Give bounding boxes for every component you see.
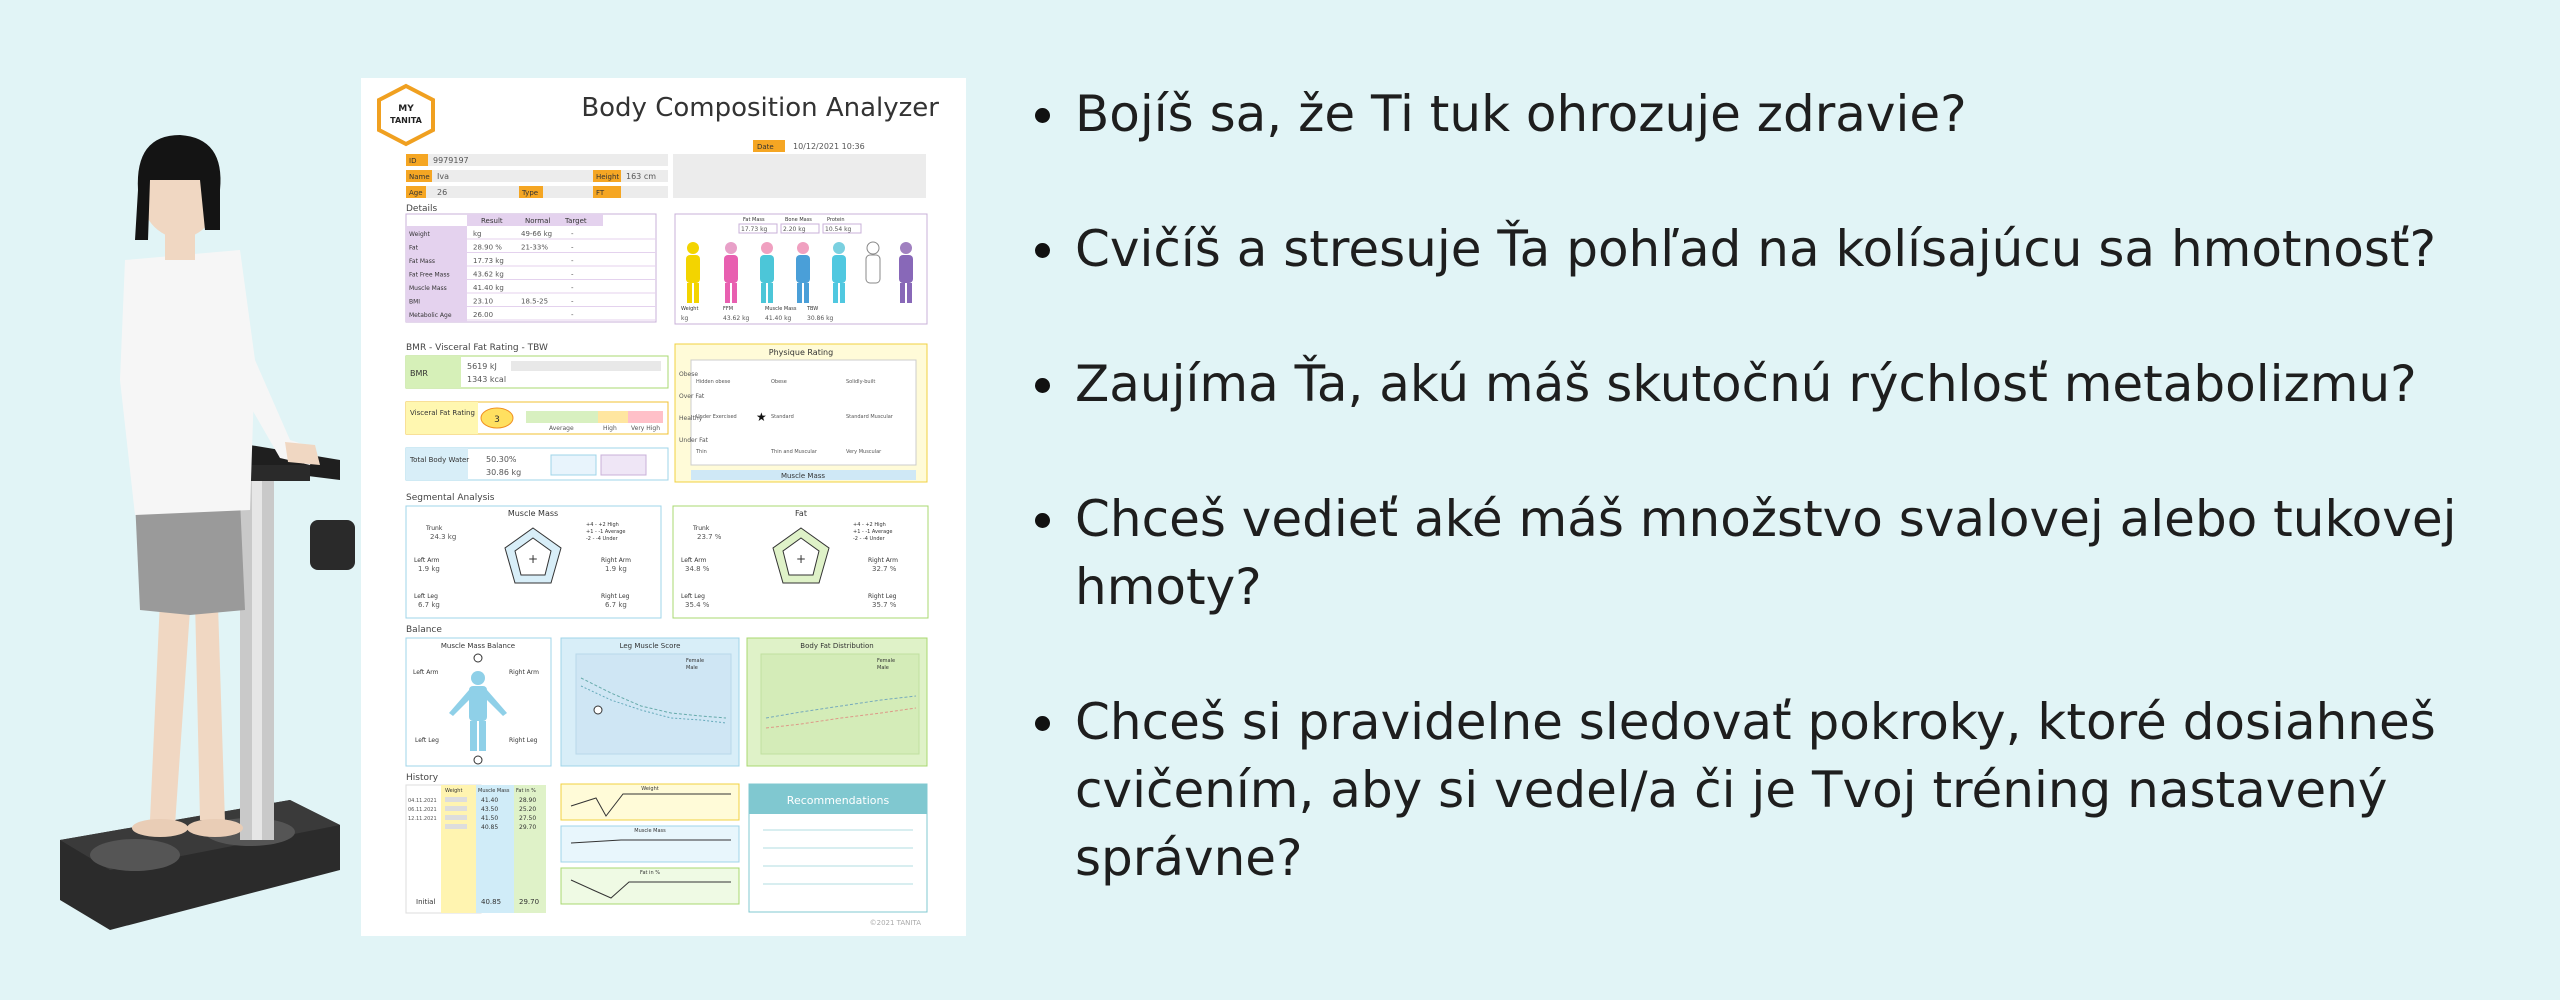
col-normal: Normal (525, 217, 551, 225)
physique-cell: Under Exercised (696, 414, 737, 420)
detail-row-target: - (571, 297, 574, 306)
svg-text:+: + (527, 552, 539, 566)
mmb-title: Muscle Mass Balance (440, 642, 516, 650)
tbw-label: Total Body Water (410, 456, 470, 464)
bmr-kj: 5619 kJ (467, 362, 497, 371)
date-label: Date (757, 143, 774, 151)
physique-row-healthy: Healthy (679, 415, 703, 422)
history-title: History (406, 773, 439, 783)
segment-value: 23.7 % (697, 533, 722, 541)
history-muscle: 41.40 (481, 797, 499, 804)
segment-legend: +1 - -1 Average (586, 529, 626, 535)
segment-value: 32.7 % (872, 565, 897, 573)
segment-value: 24.3 kg (430, 533, 457, 541)
report-title: Body Composition Analyzer (581, 93, 939, 123)
physique-cell: Standard (771, 414, 794, 420)
figure-bottom-label: Muscle Mass (765, 306, 797, 312)
physique-cell: Hidden obese (696, 379, 731, 385)
detail-row-label: Muscle Mass (409, 285, 447, 292)
physique-cell: Thin (696, 449, 707, 455)
physique-cell: Standard Muscular (846, 414, 893, 420)
name-value: Iva (437, 172, 449, 181)
leg-legend-male: Male (686, 665, 698, 671)
history-chart-fat: Fat in % (640, 870, 660, 876)
figure-top-value: 2.20 kg (783, 226, 806, 233)
segment-value: 35.7 % (872, 601, 897, 609)
detail-row-target: - (571, 230, 574, 238)
history-date: 06.11.2021 (408, 807, 437, 813)
history-date: 04.11.2021 (408, 798, 437, 804)
detail-row-target: - (571, 243, 574, 252)
visceral-scale-3: Very High (631, 425, 661, 432)
detail-row-result: 17.73 kg (473, 257, 504, 265)
figure-top-label: Bone Mass (785, 217, 812, 223)
person-on-analyzer-image (40, 80, 360, 940)
bullet-item: Chceš vedieť aké máš množstvo svalovej alebo tukovej hmoty? (1075, 485, 2560, 621)
body-figure-panel (675, 214, 927, 324)
id-label: ID (409, 157, 417, 165)
history-fat: 27.50 (519, 815, 537, 822)
bullet-item: Zaujíma Ťa, akú máš skutočnú rýchlosť metabolizmu? (1075, 350, 2560, 418)
segment-legend: +4 - +2 High (853, 522, 886, 528)
segment-value: 6.7 kg (605, 601, 627, 609)
detail-row-result: 43.62 kg (473, 270, 504, 279)
detail-row-normal: 49-66 kg (521, 230, 553, 238)
benefits-list (1035, 80, 2560, 959)
recommendations-title: Recommendations (786, 794, 890, 807)
age-value: 26 (437, 188, 448, 197)
bmr-kcal: 1343 kcal (467, 375, 507, 384)
svg-text:+: + (795, 552, 807, 566)
figure-top-label: Fat Mass (743, 217, 765, 223)
leg-score-title: Leg Muscle Score (619, 642, 681, 650)
logo-line2: TANITA (390, 116, 422, 125)
physique-row-obese: Obese (679, 371, 699, 378)
segment-value: 35.4 % (685, 601, 710, 609)
history-weight-masked (445, 815, 467, 820)
segmental-fat-panel (673, 506, 928, 618)
segment-label: Right Leg (868, 593, 897, 600)
physique-row-overfat: Over Fat (679, 393, 705, 400)
bullet-item: Bojíš sa, že Ti tuk ohrozuje zdravie? (1075, 80, 2560, 148)
history-weight-masked (445, 824, 467, 829)
figure-bottom-value: 41.40 kg (765, 315, 792, 322)
segment-label: Left Leg (414, 593, 438, 600)
history-date: 12.11.2021 (408, 816, 437, 822)
detail-row-target: - (571, 270, 574, 279)
detail-row-target: - (571, 257, 574, 265)
figure-top-value: 10.54 kg (825, 226, 852, 233)
age-label: Age (409, 189, 423, 197)
detail-row-target: - (571, 284, 574, 292)
visceral-scale-2: High (603, 425, 617, 432)
history-col-muscle: Muscle Mass (478, 788, 510, 794)
bullet-item: Cvičíš a stresuje Ťa pohľad na kolísajúcu sa hmotnosť? (1075, 215, 2560, 283)
detail-row-label: Fat (409, 244, 418, 252)
detail-row-label: Fat Free Mass (409, 271, 450, 279)
visceral-label: Visceral Fat Rating (410, 409, 475, 417)
height-label: Height (596, 173, 620, 181)
segment-legend: -2 - -4 Under (853, 536, 885, 542)
visceral-value: 3 (494, 415, 500, 425)
detail-row-label: Metabolic Age (409, 312, 452, 319)
leg-legend-female: Female (686, 658, 705, 664)
segmental-muscle-panel (406, 506, 661, 618)
physique-cell: Solidly-built (846, 379, 876, 385)
history-chart-weight: Weight (641, 786, 659, 792)
segment-label: Right Arm (601, 557, 632, 564)
history-muscle: 40.85 (481, 824, 499, 831)
figure-bottom-label: TBW (807, 306, 819, 312)
height-value: 163 cm (626, 172, 657, 181)
segment-value: 6.7 kg (418, 601, 440, 609)
segment-legend: -2 - -4 Under (586, 536, 618, 542)
initial-label: Initial (416, 898, 436, 906)
initial-fat: 29.70 (519, 898, 540, 906)
bmr-label: BMR (410, 369, 428, 378)
history-weight-masked (445, 806, 467, 811)
figure-bottom-label: FFM (723, 306, 734, 312)
detail-row-target: - (571, 311, 574, 319)
detail-row-result: 26.00 (473, 311, 494, 319)
history-fat: 25.20 (519, 806, 537, 813)
physique-rating-panel (675, 344, 927, 482)
star-marker-icon: ★ (756, 410, 767, 424)
history-charts (561, 784, 739, 904)
copyright: ©2021 TANITA (869, 919, 921, 927)
detail-row-label: Fat Mass (409, 258, 435, 265)
segment-value: 1.9 kg (605, 565, 627, 573)
segment-label: Right Arm (868, 557, 899, 564)
history-table (406, 785, 546, 913)
figure-bottom-label: Weight (681, 306, 699, 312)
history-muscle: 41.50 (481, 815, 499, 822)
ft-label: FT (596, 189, 605, 197)
muscle-mass-balance-panel (406, 638, 551, 766)
physique-cell: Very Muscular (846, 449, 882, 455)
name-label: Name (409, 173, 430, 181)
history-fat: 29.70 (519, 824, 537, 831)
figure-top-label: Protein (827, 217, 845, 223)
history-chart-muscle: Muscle Mass (634, 828, 666, 834)
history-col-weight: Weight (445, 788, 463, 794)
physique-cell: Thin and Muscular (771, 449, 817, 455)
segment-legend: +4 - +2 High (586, 522, 619, 528)
mmb-right-leg: Right Leg (509, 737, 538, 744)
col-result: Result (481, 217, 503, 225)
detail-row-label: Weight (409, 231, 430, 238)
segment-value: 1.9 kg (418, 565, 440, 573)
segment-label: Left Arm (681, 557, 707, 564)
figure-bottom-value: 43.62 kg (723, 315, 750, 322)
detail-row-result: kg (473, 230, 482, 238)
details-table (406, 214, 656, 322)
bfd-title: Body Fat Distribution (800, 642, 874, 650)
segment-label: Left Leg (681, 593, 705, 600)
segmental-title: Segmental Analysis (406, 493, 495, 503)
recommendations-panel (749, 784, 927, 912)
figure-bottom-value: 30.86 kg (807, 315, 834, 322)
initial-muscle: 40.85 (481, 898, 502, 906)
history-muscle: 43.50 (481, 806, 499, 813)
bfd-legend-male: Male (877, 665, 889, 671)
detail-row-result: 23.10 (473, 297, 494, 306)
visceral-scale-1: Average (549, 425, 574, 432)
balance-title: Balance (406, 625, 442, 635)
detail-row-result: 41.40 kg (473, 284, 504, 292)
fat-title: Fat (795, 509, 807, 518)
muscle-mass-title: Muscle Mass (507, 509, 559, 518)
history-fat: 28.90 (519, 797, 537, 804)
tbw-kg: 30.86 kg (486, 468, 522, 477)
bfd-legend-female: Female (877, 658, 896, 664)
physique-cell: Obese (771, 379, 787, 385)
segment-label: Trunk (426, 525, 443, 532)
physique-title: Physique Rating (768, 348, 834, 357)
tbw-pct: 50.30% (486, 455, 517, 464)
segment-value: 34.8 % (685, 565, 710, 573)
body-fat-distribution-panel (747, 638, 927, 766)
segment-label: Trunk (693, 525, 710, 532)
details-title: Details (406, 204, 438, 214)
type-label: Type (522, 189, 539, 197)
bmr-section-title: BMR - Visceral Fat Rating - TBW (406, 343, 548, 353)
figure-bottom-value: kg (681, 315, 689, 322)
mmb-right-arm: Right Arm (509, 669, 540, 676)
physique-row-underfat: Under Fat (679, 437, 708, 444)
mmb-left-arm: Left Arm (413, 669, 439, 676)
segment-label: Right Leg (601, 593, 630, 600)
col-target: Target (565, 217, 587, 225)
leg-muscle-score-panel (561, 638, 739, 766)
physique-axis: Muscle Mass (780, 472, 826, 480)
figure-top-value: 17.73 kg (741, 226, 768, 233)
mmb-left-leg: Left Leg (415, 737, 439, 744)
tanita-logo-icon (379, 86, 433, 144)
history-weight-masked (445, 797, 467, 802)
detail-row-label: BMI (409, 298, 421, 306)
logo-line1: MY (398, 104, 414, 114)
segment-label: Left Arm (414, 557, 440, 564)
detail-row-normal: 21-33% (521, 243, 548, 252)
bullet-item: Chceš si pravidelne sledovať pokroky, ktoré dosiahneš cvičením, aby si vedel/a či je Tvoj tréning nastavený správne? (1075, 688, 2560, 892)
history-col-fat: Fat in % (516, 788, 536, 794)
segment-legend: +1 - -1 Average (853, 529, 893, 535)
date-value: 10/12/2021 10:36 (793, 142, 865, 151)
body-composition-report (361, 78, 966, 936)
id-value: 9979197 (433, 156, 469, 165)
detail-row-result: 28.90 % (473, 243, 502, 252)
detail-row-normal: 18.5-25 (521, 297, 549, 306)
